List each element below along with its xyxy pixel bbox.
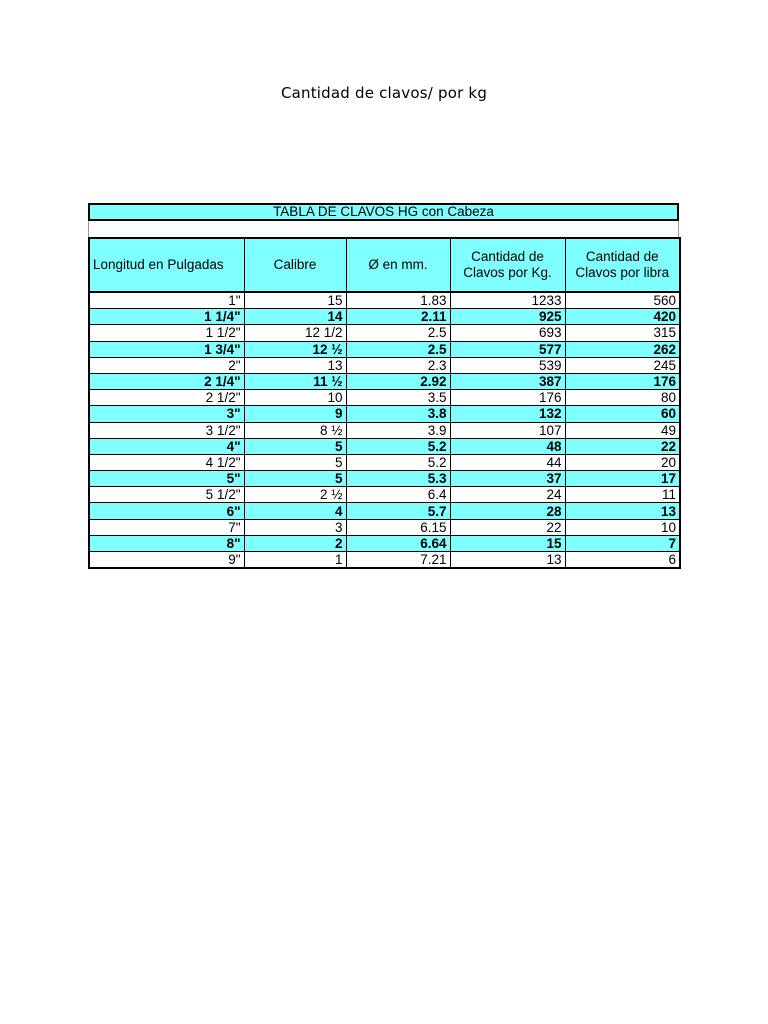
table-row [89,503,680,519]
cell-cantidad-libra: 13 [565,503,680,519]
cell-longitud: 5 1/2" [89,487,244,503]
header-diametro: Ø en mm. [346,238,450,292]
table-row [89,422,680,438]
cell-calibre: 5 [244,438,346,454]
cell-diametro: 2.11 [346,309,450,325]
cell-cantidad-libra: 315 [565,325,680,341]
table-row [89,309,680,325]
cell-cantidad-kg: 107 [450,422,565,438]
cell-calibre: 1 [244,552,346,569]
cell-cantidad-kg: 48 [450,438,565,454]
cell-longitud: 5" [89,471,244,487]
header-cantidad-libra: Cantidad de Clavos por libra [565,238,680,292]
table-row [89,438,680,454]
table-row [89,535,680,551]
table-row [89,454,680,470]
cell-longitud: 6" [89,503,244,519]
cell-longitud: 1" [89,292,244,309]
cell-cantidad-libra: 80 [565,390,680,406]
cell-calibre: 12 1/2 [244,325,346,341]
cell-cantidad-libra: 11 [565,487,680,503]
cell-longitud: 3" [89,406,244,422]
nail-table-sheet [88,203,679,569]
cell-longitud: 2" [89,357,244,373]
cell-longitud: 9" [89,552,244,569]
cell-longitud: 3 1/2" [89,422,244,438]
cell-calibre: 11 ½ [244,373,346,389]
cell-diametro: 6.64 [346,535,450,551]
cell-cantidad-libra: 60 [565,406,680,422]
cell-calibre: 13 [244,357,346,373]
cell-calibre: 15 [244,292,346,309]
cell-diametro: 5.2 [346,454,450,470]
cell-calibre: 5 [244,471,346,487]
cell-diametro: 2.3 [346,357,450,373]
cell-cantidad-kg: 13 [450,552,565,569]
nail-table [88,237,681,569]
cell-calibre: 14 [244,309,346,325]
cell-longitud: 7" [89,519,244,535]
cell-cantidad-libra: 22 [565,438,680,454]
cell-cantidad-kg: 577 [450,341,565,357]
cell-calibre: 3 [244,519,346,535]
cell-calibre: 12 ½ [244,341,346,357]
cell-diametro: 5.7 [346,503,450,519]
cell-cantidad-libra: 49 [565,422,680,438]
table-row [89,390,680,406]
cell-calibre: 2 [244,535,346,551]
cell-diametro: 6.4 [346,487,450,503]
cell-cantidad-kg: 1233 [450,292,565,309]
spacer-row [88,221,679,237]
cell-calibre: 2 ½ [244,487,346,503]
cell-longitud: 1 1/4" [89,309,244,325]
cell-cantidad-libra: 560 [565,292,680,309]
cell-cantidad-kg: 539 [450,357,565,373]
cell-calibre: 4 [244,503,346,519]
cell-cantidad-libra: 176 [565,373,680,389]
cell-cantidad-libra: 6 [565,552,680,569]
table-row [89,471,680,487]
cell-cantidad-kg: 387 [450,373,565,389]
table-row [89,341,680,357]
cell-cantidad-kg: 22 [450,519,565,535]
table-row [89,406,680,422]
cell-cantidad-kg: 44 [450,454,565,470]
table-row [89,487,680,503]
cell-cantidad-libra: 17 [565,471,680,487]
cell-calibre: 9 [244,406,346,422]
header-calibre: Calibre [244,238,346,292]
cell-cantidad-kg: 15 [450,535,565,551]
cell-longitud: 2 1/2" [89,390,244,406]
cell-longitud: 1 1/2" [89,325,244,341]
cell-longitud: 4 1/2" [89,454,244,470]
table-row [89,373,680,389]
cell-diametro: 3.9 [346,422,450,438]
cell-calibre: 5 [244,454,346,470]
cell-cantidad-kg: 925 [450,309,565,325]
table-banner: TABLA DE CLAVOS HG con Cabeza [88,203,679,221]
cell-cantidad-kg: 693 [450,325,565,341]
cell-cantidad-kg: 37 [450,471,565,487]
cell-cantidad-kg: 176 [450,390,565,406]
cell-diametro: 1.83 [346,292,450,309]
cell-cantidad-libra: 20 [565,454,680,470]
cell-diametro: 2.5 [346,325,450,341]
cell-longitud: 1 3/4" [89,341,244,357]
cell-diametro: 2.92 [346,373,450,389]
table-row [89,552,680,569]
header-cantidad-kg: Cantidad de Clavos por Kg. [450,238,565,292]
cell-cantidad-kg: 28 [450,503,565,519]
table-row [89,292,680,309]
document-title: Cantidad de clavos/ por kg [280,84,488,102]
cell-diametro: 7.21 [346,552,450,569]
cell-cantidad-kg: 24 [450,487,565,503]
cell-cantidad-libra: 7 [565,535,680,551]
cell-calibre: 10 [244,390,346,406]
cell-diametro: 5.3 [346,471,450,487]
table-row [89,519,680,535]
table-row [89,325,680,341]
cell-diametro: 3.8 [346,406,450,422]
table-row [89,357,680,373]
cell-cantidad-kg: 132 [450,406,565,422]
cell-cantidad-libra: 10 [565,519,680,535]
cell-cantidad-libra: 245 [565,357,680,373]
cell-longitud: 4" [89,438,244,454]
cell-cantidad-libra: 262 [565,341,680,357]
header-longitud: Longitud en Pulgadas [89,238,244,292]
header-row [89,238,680,292]
cell-cantidad-libra: 420 [565,309,680,325]
cell-diametro: 2.5 [346,341,450,357]
cell-diametro: 6.15 [346,519,450,535]
cell-diametro: 3.5 [346,390,450,406]
cell-longitud: 2 1/4" [89,373,244,389]
cell-longitud: 8" [89,535,244,551]
cell-calibre: 8 ½ [244,422,346,438]
cell-diametro: 5.2 [346,438,450,454]
